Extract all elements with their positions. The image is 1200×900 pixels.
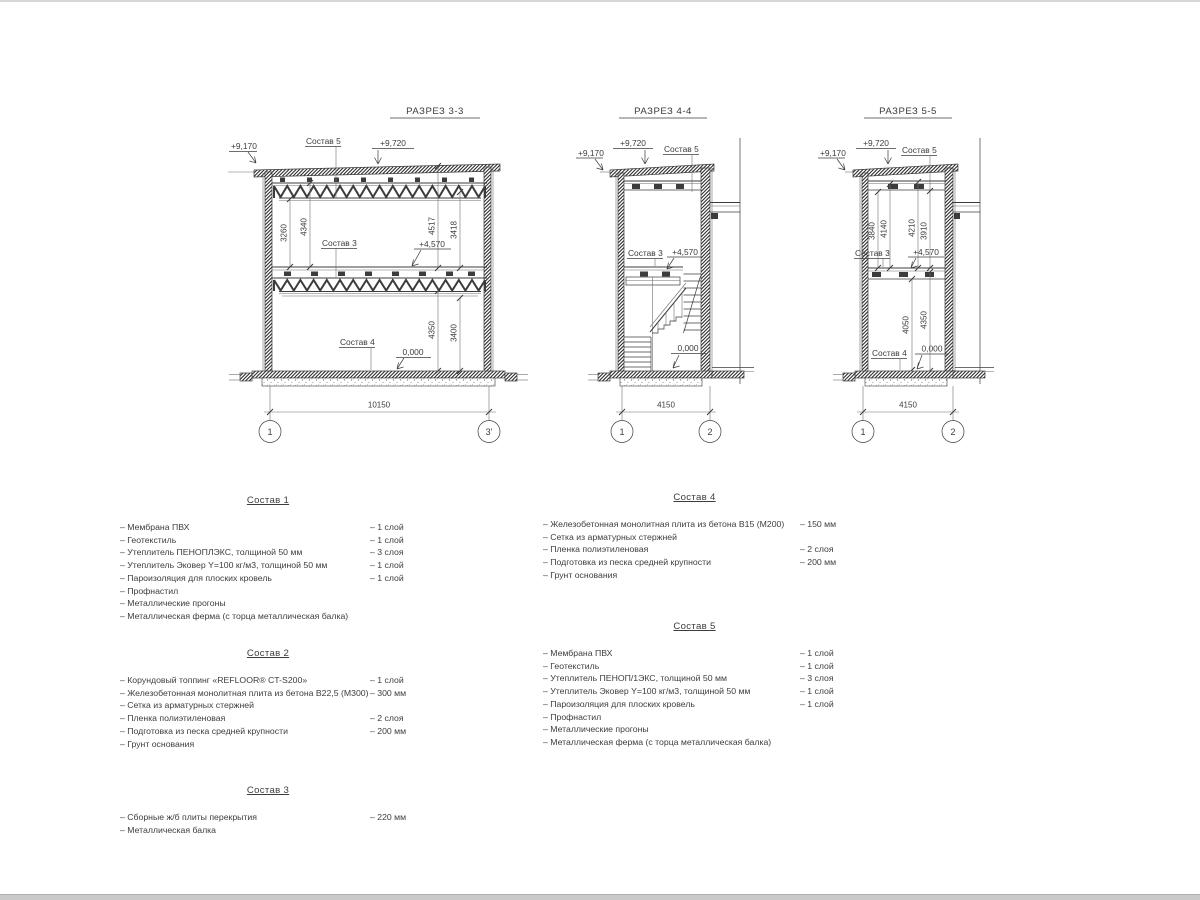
- list-item: – Пленка полиэтиленовая – 2 слоя: [120, 713, 404, 724]
- list-item: – Мембрана ПВХ – 1 слой: [543, 648, 834, 658]
- svg-text:4350: 4350: [919, 311, 929, 329]
- svg-text:4350: 4350: [427, 321, 437, 339]
- label-sostav-4: [339, 337, 375, 370]
- svg-text:+4,570: +4,570: [419, 239, 445, 249]
- composition-1: [120, 495, 416, 623]
- ground-slab: [833, 371, 985, 386]
- list-item: – Металлическая балка: [120, 824, 216, 835]
- span-dimension: [857, 386, 959, 420]
- list-item: – Металлическая ферма (с торца металлическая балка): [543, 736, 772, 747]
- svg-text:+9,170: +9,170: [578, 148, 604, 158]
- left-wall: [265, 172, 272, 372]
- svg-text:Состав 4: Состав 4: [872, 348, 907, 358]
- list-item: – Утеплитель ПЕНОП/1ЭКС, толщиной 50 мм – 3 слоя: [543, 673, 834, 684]
- elevation-mark-9720: [613, 138, 653, 164]
- svg-text:4140: 4140: [879, 220, 889, 238]
- list-item: – Пароизоляция для плоских кровель – 1 слой: [543, 698, 834, 709]
- left-wall: [862, 173, 868, 372]
- grid-axis-bubble: [259, 421, 500, 443]
- left-wall: [618, 173, 624, 372]
- section-title: РАЗРЕЗ 5-5: [879, 106, 937, 117]
- ground-slab: [588, 371, 744, 386]
- list-item: – Корундовый топпинг «REFLOOR® CT-S200» – 1 слой: [120, 675, 404, 685]
- span-dimension: [616, 386, 716, 420]
- svg-text:1: 1: [267, 426, 273, 437]
- list-item: – Металлическая ферма (с торца металлическая балка): [120, 610, 349, 621]
- staircase: [624, 274, 701, 371]
- upper-floor: [624, 267, 683, 285]
- ceiling-band: [624, 181, 701, 190]
- list-item: – Грунт основания: [120, 738, 195, 749]
- svg-text:3260: 3260: [279, 224, 289, 242]
- adjacent-structure: [953, 138, 994, 384]
- list-item: – Утеплитель Эковер Y=100 кг/м3, толщиной 50 мм – 1 слой: [120, 560, 404, 571]
- svg-text:Состав 5: Состав 5: [902, 145, 937, 155]
- svg-text:+9,720: +9,720: [620, 138, 646, 148]
- list-item: – Профнастил: [120, 585, 179, 596]
- svg-text:3400: 3400: [449, 324, 459, 342]
- svg-text:Состав 3: Состав 3: [322, 238, 357, 248]
- elevation-mark-0000: [915, 344, 949, 370]
- list-item: – Грунт основания: [543, 569, 618, 580]
- list-item: – Металлические прогоны: [120, 598, 226, 609]
- svg-text:+9,720: +9,720: [380, 138, 406, 148]
- composition-5: [543, 621, 846, 749]
- label-sostav-4: [871, 348, 907, 370]
- svg-text:+9,170: +9,170: [231, 141, 257, 151]
- svg-text:1: 1: [619, 426, 625, 437]
- list-item: – Пленка полиэтиленовая – 2 слоя: [543, 544, 834, 555]
- composition-1-title: Состав 1: [246, 495, 290, 506]
- svg-text:0,000: 0,000: [677, 343, 699, 353]
- label-sostav-3: [627, 248, 663, 266]
- svg-text:10150: 10150: [367, 400, 391, 410]
- ceiling-band: [868, 181, 945, 190]
- elevation-mark-9170: [576, 148, 604, 170]
- label-sostav-5: [305, 136, 341, 198]
- roof-purlins: [280, 178, 474, 183]
- elevation-mark-4570: [908, 247, 944, 268]
- section-title: РАЗРЕЗ 3-3: [406, 106, 464, 117]
- svg-text:4340: 4340: [299, 218, 309, 236]
- composition-3-title: Состав 3: [246, 785, 290, 796]
- list-item: – Железобетонная монолитная плита из бетона В15 (М200) – 150 мм: [543, 519, 837, 529]
- svg-text:Состав 5: Состав 5: [306, 136, 341, 146]
- composition-4-title: Состав 4: [673, 492, 716, 503]
- list-item: – Сетка из арматурных стержней: [543, 531, 677, 542]
- section-5-5: [818, 106, 994, 443]
- svg-text:4517: 4517: [427, 217, 437, 235]
- svg-text:3': 3': [485, 426, 493, 437]
- roof-slab: [254, 164, 500, 177]
- composition-2: [120, 648, 416, 750]
- svg-text:+9,170: +9,170: [820, 148, 846, 158]
- span-dimension: [264, 386, 496, 420]
- roof-slab: [610, 164, 714, 177]
- section-4-4: [576, 106, 754, 443]
- elevation-mark-4570: [667, 247, 703, 269]
- list-item: – Железобетонная монолитная плита из бетона В22,5 (М300) – 300 мм: [120, 687, 407, 698]
- elevation-mark-4570: [412, 239, 451, 266]
- list-item: – Металлические прогоны: [543, 724, 649, 735]
- svg-text:3840: 3840: [867, 222, 877, 240]
- grid-axis-bubble: [611, 421, 721, 443]
- svg-text:Состав 5: Состав 5: [664, 144, 699, 154]
- list-item: – Пароизоляция для плоских кровель – 1 слой: [120, 572, 404, 583]
- svg-text:4150: 4150: [899, 400, 917, 410]
- upper-floor: [868, 268, 945, 279]
- list-item: – Геотекстиль – 1 слой: [120, 534, 404, 545]
- elevation-mark-9720: [372, 138, 414, 164]
- label-sostav-3: [854, 248, 890, 267]
- grid-axis-bubble: [852, 421, 964, 443]
- list-item: – Сетка из арматурных стержней: [120, 700, 254, 711]
- elevation-mark-9170: [818, 148, 846, 170]
- svg-text:4050: 4050: [901, 316, 911, 334]
- svg-text:3418: 3418: [449, 221, 459, 239]
- elevation-mark-9170: [229, 141, 257, 163]
- svg-text:+4,570: +4,570: [913, 247, 939, 257]
- list-item: – Геотекстиль – 1 слой: [543, 660, 834, 671]
- list-item: – Подготовка из песка средней крупности – 200 мм: [120, 725, 407, 736]
- svg-text:+4,570: +4,570: [672, 247, 698, 257]
- svg-text:0,000: 0,000: [402, 347, 424, 357]
- roof-truss: [272, 183, 487, 201]
- composition-4: [543, 492, 846, 582]
- svg-text:4150: 4150: [657, 400, 675, 410]
- elevation-mark-9720: [856, 138, 896, 164]
- list-item: – Мембрана ПВХ – 1 слой: [120, 522, 404, 532]
- mid-floor: [272, 267, 487, 296]
- composition-5-title: Состав 5: [673, 621, 716, 632]
- ground-slab: [229, 371, 528, 386]
- svg-text:2: 2: [950, 426, 956, 437]
- adjacent-structure: [710, 138, 754, 384]
- list-item: – Профнастил: [543, 711, 602, 722]
- svg-text:4210: 4210: [907, 219, 917, 237]
- svg-text:2: 2: [707, 426, 713, 437]
- svg-text:1: 1: [860, 426, 866, 437]
- section-3-3: [228, 106, 528, 443]
- right-wall: [701, 168, 710, 372]
- composition-2-title: Состав 2: [246, 648, 290, 659]
- elevation-mark-0000: [396, 347, 431, 369]
- svg-text:Состав 4: Состав 4: [340, 337, 375, 347]
- svg-text:0,000: 0,000: [921, 343, 943, 354]
- right-wall: [945, 168, 953, 372]
- composition-3: [120, 785, 416, 836]
- roof-slab: [853, 164, 958, 177]
- list-item: – Сборные ж/б плиты перекрытия – 220 мм: [120, 812, 407, 822]
- svg-text:3910: 3910: [919, 222, 929, 240]
- svg-text:+9,720: +9,720: [863, 138, 889, 148]
- svg-text:Состав 3: Состав 3: [628, 248, 663, 258]
- list-item: – Подготовка из песка средней крупности – 200 мм: [543, 557, 837, 568]
- svg-text:Состав 3: Состав 3: [855, 248, 890, 258]
- list-item: – Утеплитель ПЕНОПЛЭКС, толщиной 50 мм – 3 слоя: [120, 547, 404, 558]
- list-item: – Утеплитель Эковер Y=100 кг/м3, толщиной 50 мм – 1 слой: [543, 686, 834, 697]
- label-sostav-3: [321, 238, 357, 277]
- section-title: РАЗРЕЗ 4-4: [634, 106, 692, 117]
